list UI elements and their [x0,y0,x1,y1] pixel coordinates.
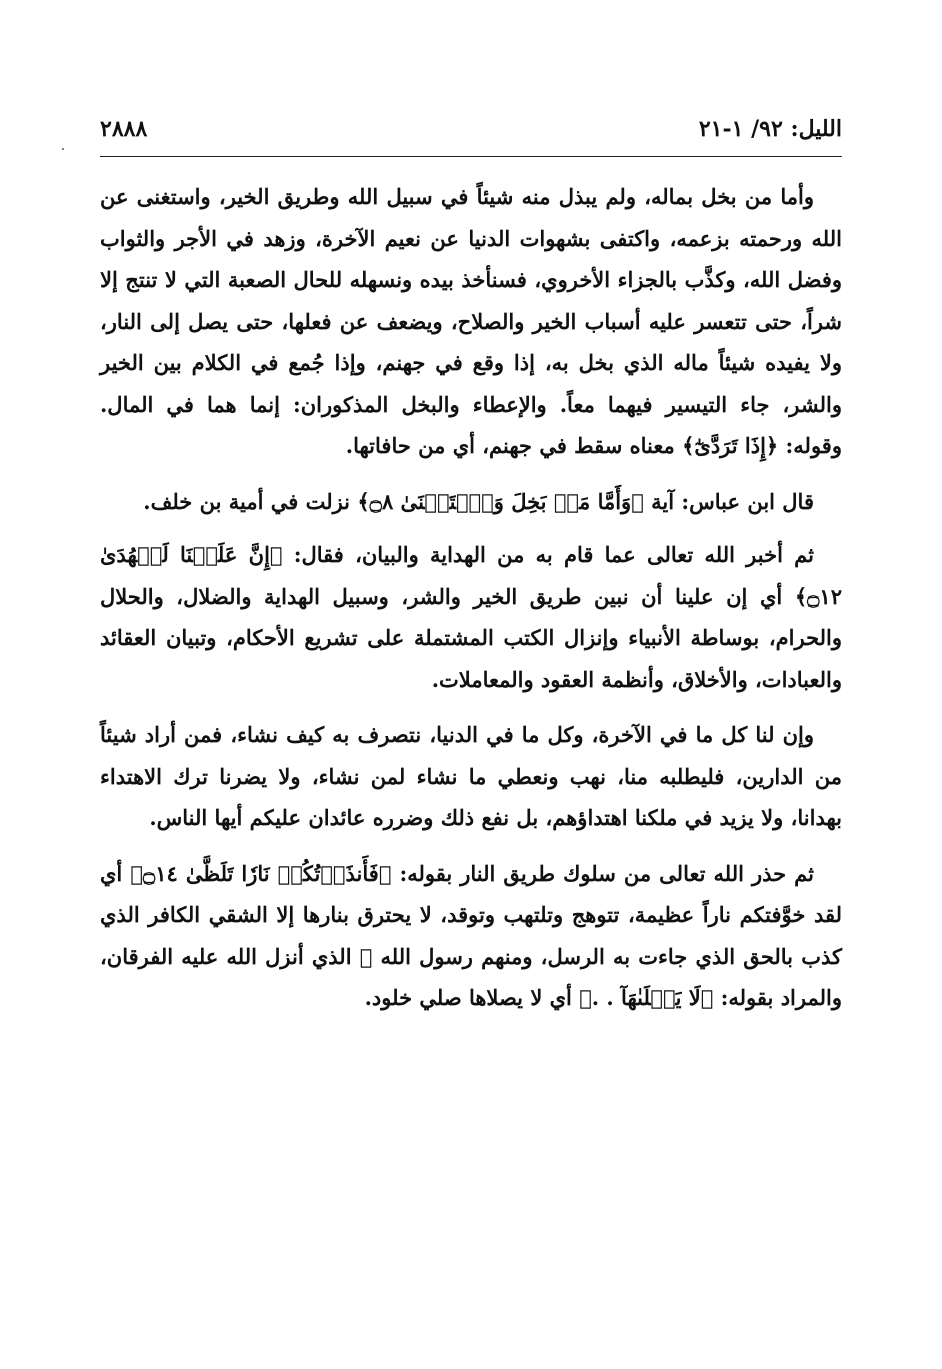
paragraph-miser: وأما من بخل بماله، ولم يبذل منه شيئاً في سبيل الله وطريق الخير، واستغنى عن الله ورحمته بزعمه، واكتفى بشهوات الدنيا عن نعيم الآخرة، وزهد في الأجر والثواب وفضل الله، وكذَّب بالجزاء الأخروي، فسنأخذ بيده ونسهله للحال الصعبة التي لا تنتج إلا شراً، حتى تتعسر عليه أسباب الخير والصلاح، ويضعف عن فعلها، حتى يصل إلى النار، ولا يفيده شيئاً ماله الذي بخل به، إذا وقع في جهنم، وإذا جُمع في الكلام بين الخير والشر، جاء التيسير فيهما معاً. والإعطاء والبخل المذكوران: إنما هما في المال. وقوله: ﴿إِذَا تَرَدَّىٰٓ﴾ معناه سقط في جهنم، أي من حافاتها. [100,184,842,458]
paragraph-guidance: ثم أخبر الله تعالى عما قام به من الهداية والبيان، فقال: ﴿إِنَّ عَلَيۡنَا لَلۡهُدَىٰ ۝١٢﴾ أي إن علينا أن نبين طريق الخير والشر، وسبيل الهداية والضلال، والحلال والحرام، بوساطة الأنبياء وإنزال الكتب المشتملة على تشريع الأحكام، وتبيان العقائد والعبادات، والأخلاق، وأنظمة العقود والمعاملات. [100,542,842,692]
body-text [100,176,842,1019]
paragraph-dominion: وإن لنا كل ما في الآخرة، وكل ما في الدنيا، نتصرف به كيف نشاء، فمن أراد شيئاً من الدارين، فليطلبه منا، نهب ونعطي ما نشاء لمن نشاء، ولا يضرنا ترك الاهتداء بهدانا، ولا يزيد في ملكنا اهتداؤهم، بل نفع ذلك وضرره عائدان عليكم أيها الناس. [100,722,842,830]
page-header [100,112,842,157]
running-title: الليل: ٩٢/ ١-٢١ [698,116,842,142]
paragraph-fire-warning: ثم حذر الله تعالى من سلوك طريق النار بقوله: ﴿فَأَنذَرۡتُكُمۡ نَارٗا تَلَظَّىٰ ۝١٤﴾ أي لقد خوَّفتكم ناراً عظيمة، تتوهج وتلتهب وتوقد، لا يحترق بنارها إلا الشقي الكافر الذي كذب بالحق الذي جاءت به الرسل، ومنهم رسول الله ﷺ الذي أنزل الله عليه الفرقان، والمراد بقوله: ﴿لَا يَصۡلَىٰهَآ . .﴾ أي لا يصلاها صلي خلود. [100,860,842,1010]
paragraph-ibn-abbas: قال ابن عباس: آية ﴿وَأَمَّا مَنۢ بَخِلَ وَٱسۡتَغۡنَىٰ ۝٨﴾ نزلت في أمية بن خلف. [143,488,814,514]
scan-speck [62,148,64,150]
page-number: ٢٨٨٨ [100,116,148,142]
